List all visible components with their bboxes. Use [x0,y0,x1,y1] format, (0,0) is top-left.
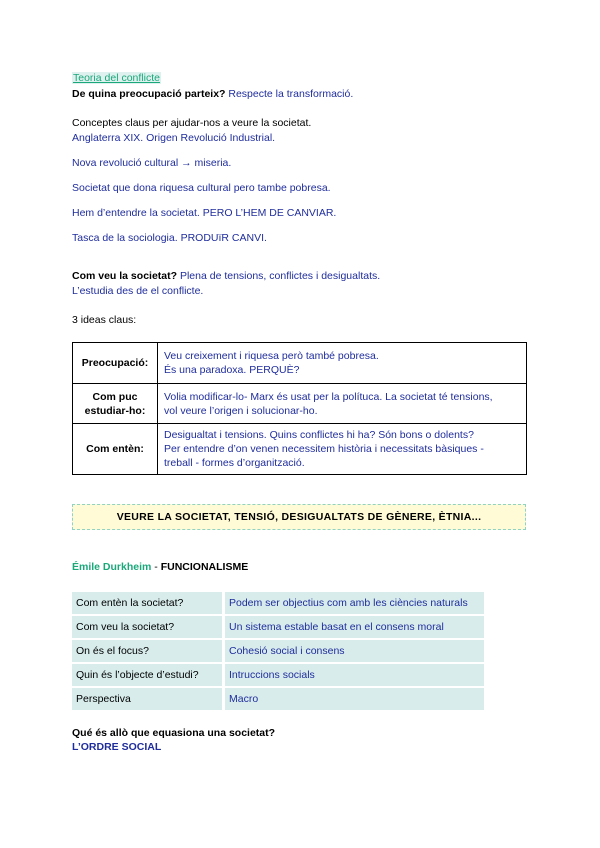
table-row [73,424,527,475]
row-content [158,384,527,424]
row-answer: Intruccions socials [222,664,484,686]
note-5: Tasca de la sociologia. PRODUïR CANVI. [72,232,267,244]
q2-label: Com veu la societat? [72,270,178,282]
row-answer: Macro [222,688,484,710]
row-answer: Un sistema estable basat en el consens moral [222,616,484,638]
durkheim-heading [72,561,248,573]
row-header: Preocupació: [73,343,158,384]
q2-answer: Plena de tensions, conflictes i desigualtats. [179,270,381,282]
row-answer: Cohesió social i consens [222,640,484,662]
summary-banner: VEURE LA SOCIETAT, TENSIÓ, DESIGUALTATS DE GÈNERE, ÈTNIA... [72,504,526,530]
row-question: Com veu la societat? [72,616,222,638]
key-ideas-table [72,342,527,475]
q1-answer: Respecte la transformació. [228,88,354,100]
q3-answer-wrap [72,741,161,753]
note-2: Nova revolució cultural → miseria. [72,157,232,169]
note-3: Societat que dona riquesa cultural pero tambe pobresa. [72,182,331,194]
row-answer: Podem ser objectius com amb les ciències naturals [222,592,484,614]
table-row [72,688,484,710]
q1-label: De quina preocupació parteix? [72,88,226,100]
author-name: Émile Durkheim [72,561,152,573]
row-header: Com puc estudiar-ho: [73,384,158,424]
heading-link[interactable]: Teoria del conflicte [73,72,160,84]
table-row [72,640,484,662]
row-question: Quin és l’objecte d’estudi? [72,664,222,686]
row-question: Com entèn la societat? [72,592,222,614]
row-content [158,424,527,475]
intro-text: Conceptes claus per ajudar-nos a veure la societat. [72,117,312,129]
row-line: És una paradoxa. PERQUÈ? [164,364,300,376]
q3-answer: L’ORDRE SOCIAL [72,741,162,753]
table-row [72,664,484,686]
q3-label: Qué és allò que equasiona una societat? [72,727,276,739]
row-question: Perspectiva [72,688,222,710]
note-1: Anglaterra XIX. Origen Revolució Industrial. [72,132,276,144]
q2-line2: L’estudia des de el conflicte. [72,285,204,297]
ideas-label: 3 ideas claus: [72,314,137,326]
row-line: Per entendre d’on venen necessitem història i necessitats bàsiques - [164,443,484,455]
question-3 [72,727,275,739]
row-line: vol veure l’origen i solucionar-ho. [164,404,318,417]
question-1 [72,88,353,100]
table-row [72,592,484,614]
row-line: Volia modificar-lo- Marx és usat per la polítuca. La societat té tensions, [164,390,493,403]
row-line: Desigualtat i tensions. Quins conflictes hi ha? Són bons o dolents? [164,429,474,441]
heading-separator: - [151,561,161,573]
row-line: Veu creixement i riquesa però també pobresa. [164,350,379,362]
question-2 [72,270,380,282]
row-header: Com entèn: [73,424,158,475]
table-row [72,616,484,638]
section-title-link[interactable] [72,72,161,84]
school-name: FUNCIONALISME [160,561,249,573]
row-question: On és el focus? [72,640,222,662]
row-line: treball - formes d’organització. [164,457,305,469]
table-row [73,384,527,424]
note-4: Hem d’entendre la societat. PERO L’HEM DE CANVIAR. [72,207,337,219]
functionalism-table [72,590,484,712]
table-row [73,343,527,384]
row-content [158,343,527,384]
